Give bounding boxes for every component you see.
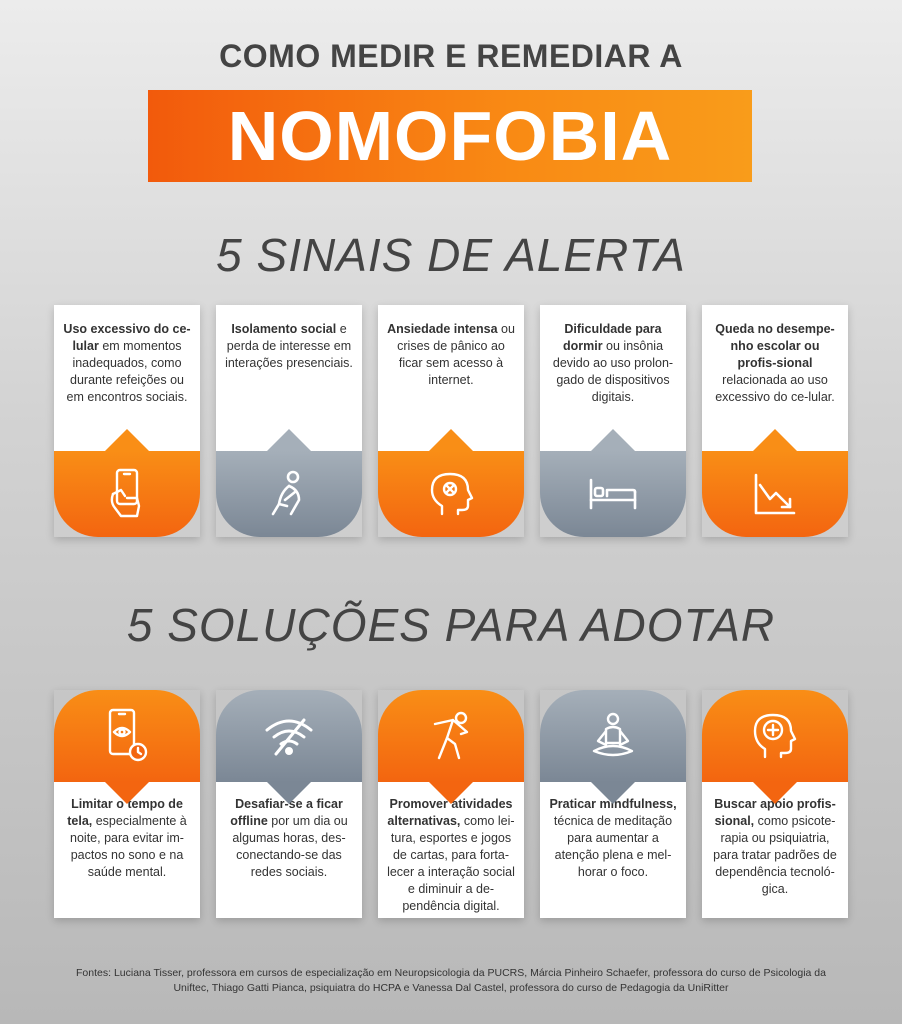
wifi-off-icon bbox=[264, 716, 314, 756]
sign-bold: Ansiedade intensa bbox=[387, 322, 498, 336]
solution-icon-panel bbox=[702, 690, 848, 782]
solution-desc: técnica de meditação para aumentar a atenção plena e mel-horar o foco. bbox=[553, 814, 673, 879]
sign-card-3 bbox=[378, 305, 524, 537]
anxious-head-icon bbox=[428, 470, 474, 518]
sign-icon-panel bbox=[702, 451, 848, 537]
sign-icon-panel bbox=[540, 451, 686, 537]
sign-desc: e perda de interesse em interações presenciais. bbox=[225, 322, 353, 370]
bed-icon bbox=[587, 476, 639, 512]
solution-bold: Limitar o tempo de tela, bbox=[67, 797, 183, 828]
solution-bold: Praticar mindfulness, bbox=[549, 797, 677, 811]
solution-icon-panel bbox=[54, 690, 200, 782]
sign-desc: ou insônia devido ao uso prolon-gado de dispositivos digitais. bbox=[552, 339, 674, 404]
solution-card-5 bbox=[702, 690, 848, 918]
solution-icon-panel bbox=[540, 690, 686, 782]
sign-card-5 bbox=[702, 305, 848, 537]
sources-footer: Fontes: Luciana Tisser, professora em cursos de especialização em Neuropsicologia da PUCRS, Márcia Pinheiro Schaefer, professora do curso de Psicologia da Uniftec, Thiago Gatti Pianca, psiquiatra do HCPA e Vanessa Dal Castel, professora do curso de Pedagogia da UniRitter bbox=[76, 967, 826, 994]
sign-bold: Queda no desempe-nho escolar ou profis-sional bbox=[715, 322, 835, 370]
solutions-section-title: 5 SOLUÇÕES PARA ADOTAR bbox=[126, 599, 776, 651]
solution-card-1 bbox=[54, 690, 200, 918]
page-title: NOMOFOBIA bbox=[227, 97, 673, 175]
solution-icon-panel bbox=[378, 690, 524, 782]
sign-icon-panel bbox=[54, 451, 200, 537]
declining-chart-icon bbox=[752, 471, 798, 517]
solution-desc: especialmente à noite, para evitar im-pactos no sono e na saúde mental. bbox=[70, 814, 187, 879]
solution-desc: por um dia ou algumas horas, des-conectando-se das redes sociais. bbox=[232, 814, 348, 879]
sign-icon-panel bbox=[216, 451, 362, 537]
sign-icon-panel bbox=[378, 451, 524, 537]
title-banner bbox=[148, 90, 752, 182]
sign-bold: Dificuldade para dormir bbox=[562, 322, 662, 353]
sign-desc: em momentos inadequados, como durante refeições ou em encontros sociais. bbox=[66, 339, 188, 404]
phone-clock-icon bbox=[106, 708, 148, 764]
health-head-icon bbox=[751, 711, 799, 761]
sign-card-1 bbox=[54, 305, 200, 537]
solution-card-2 bbox=[216, 690, 362, 918]
solution-icon-panel bbox=[216, 690, 362, 782]
solution-bold: Buscar apoio profis-sional, bbox=[714, 797, 836, 828]
solution-desc: como lei-tura, esportes e jogos de cartas, para forta-lecer a interação social e diminuir a de-pendência digital. bbox=[387, 814, 515, 913]
sign-bold: Uso excessivo do ce-lular bbox=[63, 322, 191, 353]
solution-bold: Desafiar-se a ficar offline bbox=[230, 797, 343, 828]
sitting-person-icon bbox=[269, 470, 309, 518]
sign-desc: ou crises de pânico ao ficar sem acesso à internet. bbox=[397, 322, 515, 387]
sign-card-2 bbox=[216, 305, 362, 537]
solution-card-3 bbox=[378, 690, 524, 918]
signs-section-title: 5 SINAIS DE ALERTA bbox=[216, 229, 686, 281]
solution-desc: como psicote-rapia ou psiquiatria, para tratar padrões de dependência tecnoló-gica. bbox=[713, 814, 837, 896]
solution-bold: Promover atividades alternativas, bbox=[387, 797, 513, 828]
header-subtitle: COMO MEDIR E REMEDIAR A bbox=[219, 38, 683, 74]
solution-card-4 bbox=[540, 690, 686, 918]
meditation-icon bbox=[588, 711, 638, 761]
hand-phone-icon bbox=[107, 468, 147, 520]
sign-bold: Isolamento social bbox=[231, 322, 337, 336]
stretching-person-icon bbox=[431, 710, 471, 762]
sign-desc: relacionada ao uso excessivo do ce-lular. bbox=[715, 373, 835, 404]
sign-card-4 bbox=[540, 305, 686, 537]
